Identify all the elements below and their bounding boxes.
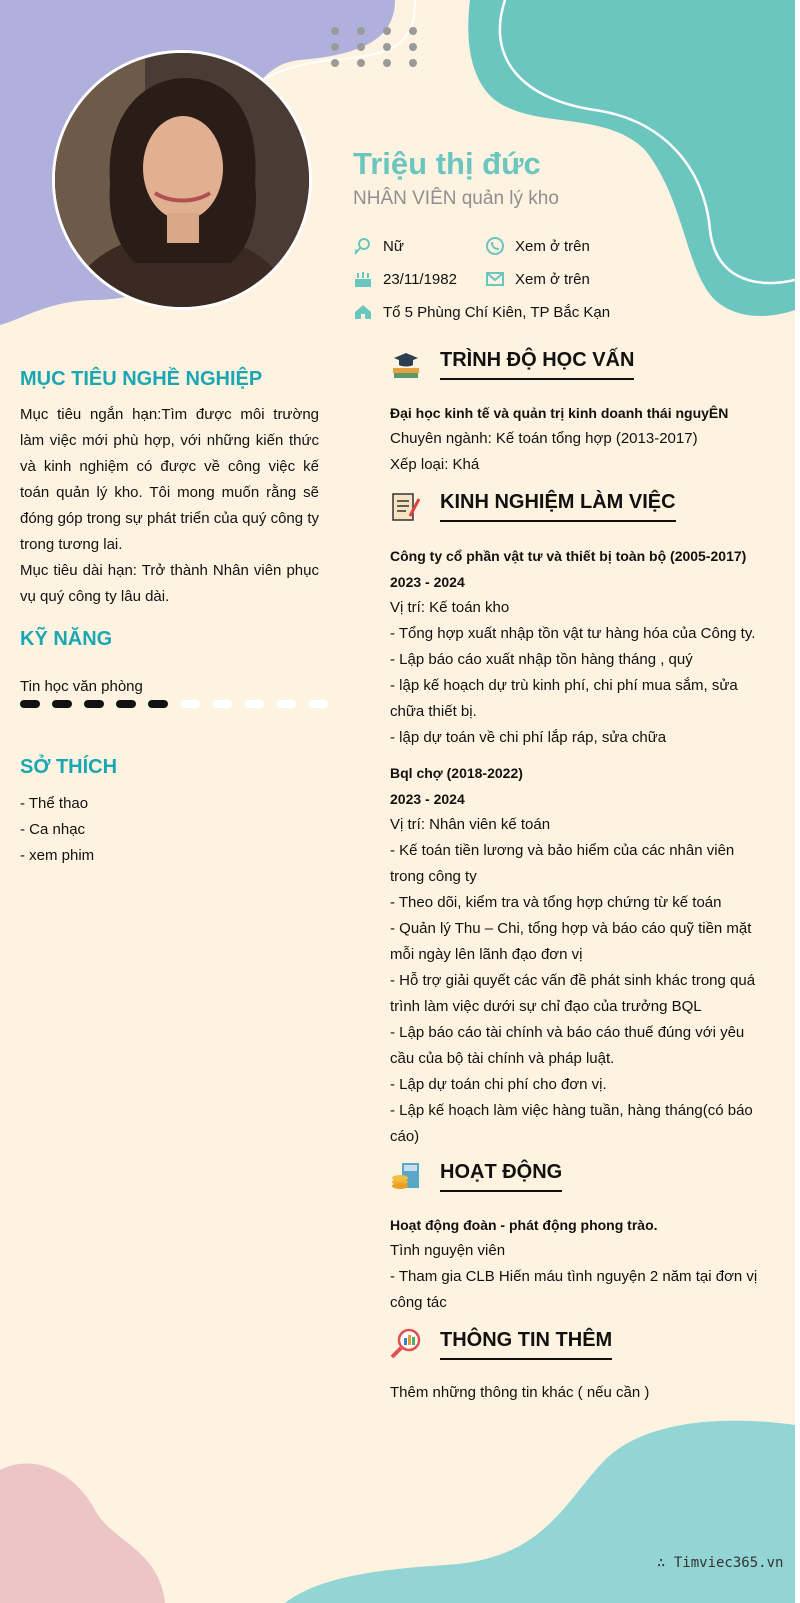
- calculator-coins-icon: [390, 1160, 422, 1192]
- decor-aqua-blob: [285, 1420, 795, 1603]
- job-company: Công ty cổ phần vật tư và thiết bị toàn bộ (2005-2017): [390, 548, 747, 564]
- job-line: - lập kế hoạch dự trù kinh phí, chi phí mua sắm, sửa chữa thiết bị.: [390, 677, 738, 720]
- email-row: [485, 269, 590, 289]
- job-line: - Tổng hợp xuất nhập tồn vật tư hàng hóa của Công ty.: [390, 625, 756, 642]
- skill-level-meter: [20, 700, 328, 708]
- additional-body: [390, 1380, 770, 1406]
- job-line: - Lập dự toán chi phí cho đơn vị.: [390, 1076, 607, 1093]
- job-company: Bql chợ (2018-2022): [390, 765, 523, 781]
- experience-job-2: [390, 760, 770, 1150]
- experience-header: [390, 490, 676, 522]
- phone-row: [485, 236, 590, 256]
- experience-title: KINH NGHIỆM LÀM VIỆC: [440, 491, 676, 522]
- birthday-row: [353, 269, 457, 289]
- hobby-item: - Ca nhạc: [20, 821, 86, 838]
- activities-header: [390, 1160, 562, 1192]
- education-body: [390, 400, 770, 478]
- education-header: [390, 348, 634, 380]
- profile-photo: [52, 50, 312, 310]
- skill-name: Tin học văn phòng: [20, 678, 143, 695]
- skill-dot-filled: [52, 700, 72, 708]
- cake-icon: [353, 269, 373, 289]
- skill-dot-empty: [276, 700, 296, 708]
- mail-icon: [485, 269, 505, 289]
- objective-short-term: Mục tiêu ngắn hạn:Tìm được môi trường làm việc mới phù hợp, với những kiến thức và kinh nghiệm có được về công việc kế toán quản lý kho. Tôi mong muốn rằng sẽ đóng góp trong sự phát triển của quý công ty trong tương lai.: [20, 406, 319, 553]
- gender-value: Nữ: [383, 237, 404, 255]
- skill-dot-empty: [308, 700, 328, 708]
- job-line: - Lập báo cáo tài chính và báo cáo thuế đúng với yêu cầu của bộ tài chính và pháp luật.: [390, 1024, 745, 1067]
- gender-icon: [353, 236, 373, 256]
- activities-line: - Tham gia CLB Hiến máu tình nguyện 2 năm tại đơn vị công tác: [390, 1268, 758, 1311]
- objective-text: [20, 402, 319, 610]
- clipboard-icon: [390, 490, 422, 522]
- job-line: - Hỗ trợ giải quyết các vấn đề phát sinh khác trong quá trình làm việc dưới sự chỉ đạo của trưởng BQL: [390, 972, 756, 1015]
- books-icon: [390, 348, 422, 380]
- hobby-item: - Thể thao: [20, 795, 89, 812]
- skills-heading: KỸ NĂNG: [20, 628, 113, 650]
- job-line: - Lập kế hoạch làm việc hàng tuần, hàng tháng(có báo cáo): [390, 1102, 753, 1145]
- address-row: [353, 302, 610, 322]
- education-line: Chuyên ngành: Kế toán tổng hợp (2013-2017): [390, 430, 698, 447]
- job-period: 2023 - 2024: [390, 574, 465, 590]
- candidate-name: Triệu thị đức: [353, 146, 541, 181]
- activities-line: Tình nguyện viên: [390, 1242, 506, 1259]
- additional-text: Thêm những thông tin khác ( nếu cần ): [390, 1384, 650, 1401]
- hobby-item: - xem phim: [20, 847, 95, 864]
- skill-dot-filled: [20, 700, 40, 708]
- job-line: - Lập báo cáo xuất nhập tồn hàng tháng , quý: [390, 651, 693, 668]
- portrait-photo: [55, 53, 309, 307]
- activities-body: [390, 1212, 770, 1316]
- address-value: Tổ 5 Phùng Chí Kiên, TP Bắc Kạn: [383, 303, 611, 321]
- hobbies-heading: SỞ THÍCH: [20, 756, 118, 778]
- job-title: NHÂN VIÊN quản lý kho: [353, 188, 559, 209]
- job-line: - lập dự toán về chi phí lắp ráp, sửa chữa: [390, 729, 667, 746]
- hobbies-list: [20, 791, 94, 869]
- activities-org: Hoạt động đoàn - phát động phong trào.: [390, 1217, 658, 1233]
- home-icon: [353, 302, 373, 322]
- skill-dot-empty: [212, 700, 232, 708]
- education-title: TRÌNH ĐỘ HỌC VẤN: [440, 349, 634, 380]
- activities-title: HOẠT ĐỘNG: [440, 1161, 562, 1192]
- objective-heading: MỤC TIÊU NGHỀ NGHIỆP: [20, 368, 263, 390]
- additional-title: THÔNG TIN THÊM: [440, 1329, 612, 1360]
- phone-icon: [485, 236, 505, 256]
- birthday-value: 23/11/1982: [383, 270, 457, 288]
- skill-dot-filled: [148, 700, 168, 708]
- timviec-watermark: ∴ Timviec365.vn: [657, 1555, 784, 1571]
- decor-dot-grid: [330, 26, 425, 70]
- experience-job-1: [390, 543, 770, 751]
- email-value: Xem ở trên: [515, 270, 590, 288]
- phone-value: Xem ở trên: [515, 237, 590, 255]
- magnifier-chart-icon: [390, 1328, 422, 1360]
- skill-dot-filled: [116, 700, 136, 708]
- job-line: - Kế toán tiền lương và bảo hiểm của các nhân viên trong công ty: [390, 842, 735, 885]
- job-line: Vị trí: Kế toán kho: [390, 599, 510, 616]
- objective-long-term: Mục tiêu dài hạn: Trở thành Nhân viên phục vụ quý công ty lâu dài.: [20, 562, 319, 605]
- education-line: Xếp loại: Khá: [390, 456, 480, 473]
- additional-header: [390, 1328, 612, 1360]
- education-school: Đại học kinh tế và quản trị kinh doanh thái nguyÊN: [390, 405, 729, 421]
- job-line: - Quản lý Thu – Chi, tổng hợp và báo cáo quỹ tiền mặt mỗi ngày lên lãnh đạo đơn vị: [390, 920, 752, 963]
- gender-row: [353, 236, 404, 256]
- skill-dot-filled: [84, 700, 104, 708]
- decor-pink-blob: [0, 1460, 175, 1603]
- skill-dot-empty: [244, 700, 264, 708]
- job-line: - Theo dõi, kiểm tra và tổng hợp chứng từ kế toán: [390, 894, 722, 911]
- job-period: 2023 - 2024: [390, 791, 465, 807]
- skill-dot-empty: [180, 700, 200, 708]
- job-line: Vị trí: Nhân viên kế toán: [390, 816, 551, 833]
